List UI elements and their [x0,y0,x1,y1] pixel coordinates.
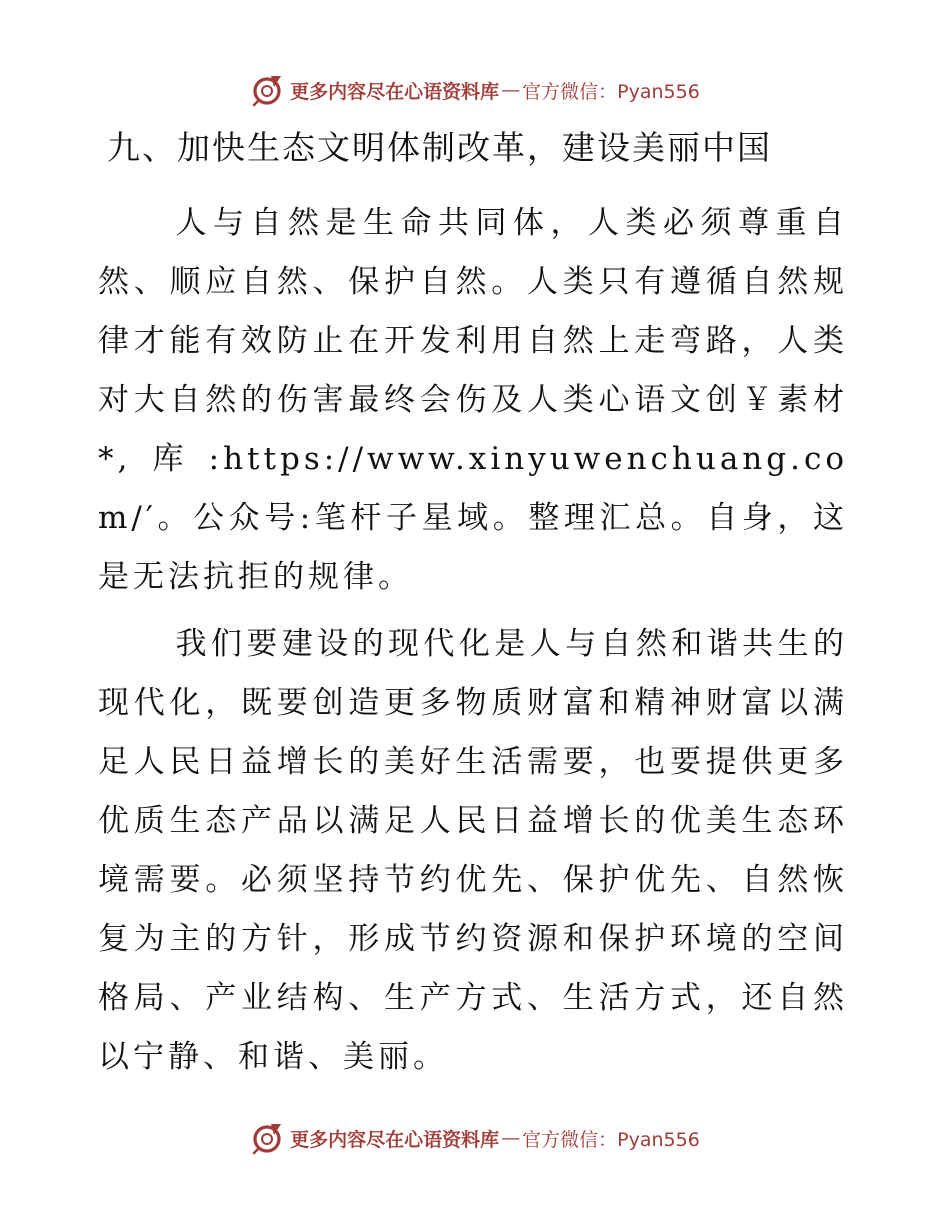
header-banner-text: 更多内容尽在心语资料库 [290,80,500,103]
header-banner-separator: — [501,79,521,101]
pen-logo-icon [250,1121,284,1155]
header-banner-wechat: 官方微信：Pyan556 [522,80,700,103]
paragraph-2: 我们要建设的现代化是人与自然和谐共生的现代化，既要创造更多物质财富和精神财富以满足人民日益增长的美好生活需要，也要提供更多优质生态产品以满足人民日益增长的优美生态环境需要。必须坚持节约优先、保护优先、自然恢复为主的方针，形成节约资源和保护环境的空间格局、产业结构、生产方式、生活方式，还自然以宁静、和谐、美丽。 [98,626,848,1075]
section-heading: 九、加快生态文明体制改革，建设美丽中国 [107,128,772,167]
footer-banner-separator: — [501,1127,521,1149]
header-banner [0,70,950,110]
footer-banner-text: 更多内容尽在心语资料库 [290,1128,500,1151]
footer-banner [0,1118,950,1158]
pen-logo-icon [250,73,284,107]
footer-banner-wechat: 官方微信：Pyan556 [522,1128,700,1151]
paragraph-1: 人与自然是生命共同体，人类必须尊重自然、顺应自然、保护自然。人类只有遵循自然规律才能有效防止在开发利用自然上走弯路，人类对大自然的伤害最终会伤及人类心语文创￥素材*,库:https://www.xinyuwenchuang.com/′。公众号:笔杆子星域。整理汇总。自身，这是无法抗拒的规律。 [98,205,848,595]
